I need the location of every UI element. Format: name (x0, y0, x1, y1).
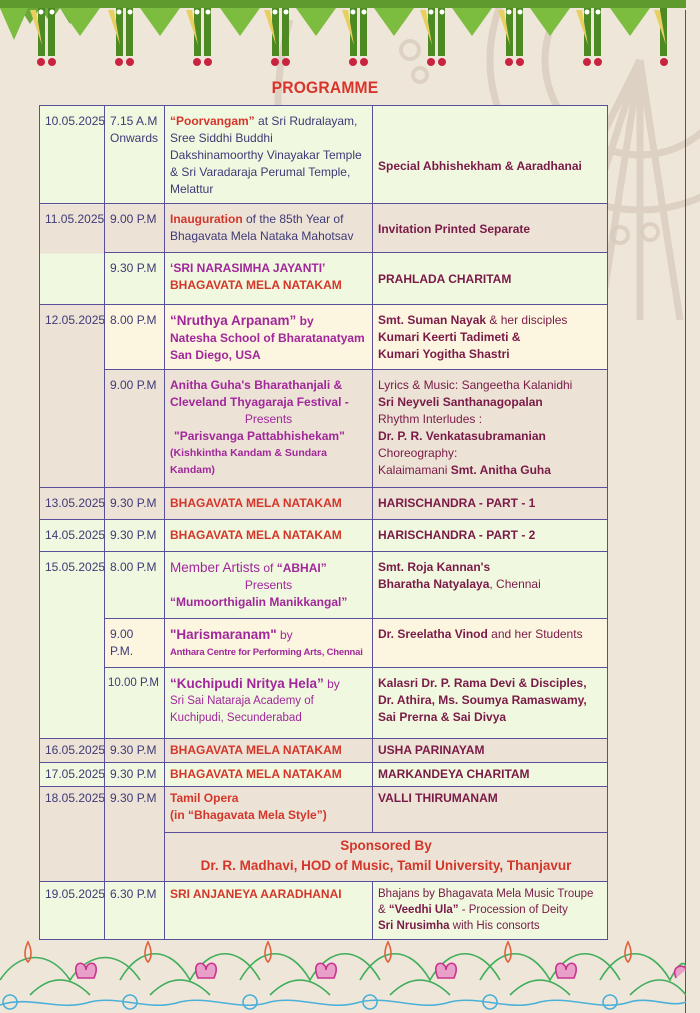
time-cell: 9.30 P.M (105, 520, 165, 552)
time-cell: 9.30 P.M (105, 488, 165, 520)
floral-border-icon (0, 940, 686, 1013)
details-cell: Kalasri Dr. P. Rama Devi & Disciples, Dr. Athira, Ms. Soumya Ramaswamy, Sai Prerna & Sai Divya (373, 668, 608, 739)
date-cell: 10.05.2025 (40, 106, 105, 204)
date-cell: 14.05.2025 (40, 520, 105, 552)
event-cell: SRI ANJANEYA AARADHANAI (165, 882, 373, 940)
event-cell: ‘SRI NARASIMHA JAYANTI’ BHAGAVATA MELA NATAKAM (165, 253, 373, 305)
date-cell: 16.05.2025 (40, 739, 105, 763)
time-cell: 9.30 P.M (105, 253, 165, 305)
time-cell: 8.00 P.M (105, 552, 165, 619)
details-cell: Bhajans by Bhagavata Mela Music Troupe & “Veedhi Ula” - Procession of Deity Sri Nrusimha with His consorts (373, 882, 608, 940)
details-cell: Lyrics & Music: Sangeetha Kalanidhi Sri Neyveli Santhanagopalan Rhythm Interludes : Dr. P. R. Venkatasubramanian Choreography: Kalaimamani Smt. Anitha Guha (373, 370, 608, 488)
programme-table (39, 105, 608, 940)
details-cell: USHA PARINAYAM (373, 739, 608, 763)
date-cell: 12.05.2025 (40, 305, 105, 488)
event-cell: “Poorvangam” at Sri Rudralayam, Sree Siddhi Buddhi Dakshinamoorthy Vinayakar Temple & Sri Varadaraja Perumal Temple, Melattur (165, 106, 373, 204)
details-cell: Dr. Sreelatha Vinod and her Students (373, 619, 608, 668)
table-row (40, 552, 608, 619)
date-cell: 13.05.2025 (40, 488, 105, 520)
date-cell: 11.05.2025 (40, 204, 105, 305)
time-cell: 8.00 P.M (105, 305, 165, 370)
date-cell: 18.05.2025 (40, 787, 105, 882)
time-cell: 9.00 P.M. (105, 619, 165, 668)
details-cell: Special Abhishekham & Aaradhanai (373, 106, 608, 204)
details-cell: Smt. Suman Nayak & her disciples Kumari Keerti Tadimeti & Kumari Yogitha Shastri (373, 305, 608, 370)
table-row (40, 253, 608, 305)
event-cell: Tamil Opera (in “Bhagavata Mela Style”) (165, 787, 373, 833)
event-cell: BHAGAVATA MELA NATAKAM (165, 739, 373, 763)
date-cell: 15.05.2025 (40, 552, 105, 739)
time-cell: 6.30 P.M (105, 882, 165, 940)
sponsor-cell: Sponsored By Dr. R. Madhavi, HOD of Music, Tamil University, Thanjavur (165, 833, 608, 882)
details-cell: VALLI THIRUMANAM (373, 787, 608, 833)
time-cell: 9.30 P.M (105, 739, 165, 763)
event-cell: “Kuchipudi Nritya Hela” by Sri Sai Nataraja Academy of Kuchipudi, Secunderabad (165, 668, 373, 739)
date-cell: 19.05.2025 (40, 882, 105, 940)
table-row (40, 619, 608, 668)
table-row (40, 488, 608, 520)
table-row (40, 787, 608, 833)
event-cell: BHAGAVATA MELA NATAKAM (165, 763, 373, 787)
table-row (40, 520, 608, 552)
event-cell: Member Artists of “ABHAI” Presents “Mumoorthigalin Manikkangal” (165, 552, 373, 619)
table-row (40, 370, 608, 488)
event-cell: Inauguration of the 85th Year of Bhagavata Mela Nataka Mahotsav (165, 204, 373, 253)
details-cell: Invitation Printed Separate (373, 204, 608, 253)
time-cell: 9.00 P.M (105, 370, 165, 488)
details-cell: PRAHLADA CHARITAM (373, 253, 608, 305)
table-row (40, 305, 608, 370)
mango-leaf-garland-icon (0, 0, 686, 72)
page-edge-line (685, 10, 686, 1013)
page-title: PROGRAMME (271, 78, 379, 97)
table-row (40, 106, 608, 204)
time-cell: 7.15 A.M Onwards (105, 106, 165, 204)
table-row (40, 882, 608, 940)
details-cell: Smt. Roja Kannan's Bharatha Natyalaya, Chennai (373, 552, 608, 619)
event-cell: "Harismaranam" by Anthara Centre for Performing Arts, Chennai (165, 619, 373, 668)
event-cell: Anitha Guha's Bharathanjali & Cleveland Thyagaraja Festival - Presents "Parisvanga Pattabhishekam" (Kishkintha Kandam & Sundara Kandam) (165, 370, 373, 488)
details-cell: HARISCHANDRA - PART - 1 (373, 488, 608, 520)
table-row (40, 739, 608, 763)
table-row (40, 668, 608, 739)
event-cell: BHAGAVATA MELA NATAKAM (165, 520, 373, 552)
time-cell: 10.00 P.M (105, 668, 165, 739)
table-row (40, 204, 608, 253)
date-cell: 17.05.2025 (40, 763, 105, 787)
table-row (40, 763, 608, 787)
details-cell: HARISCHANDRA - PART - 2 (373, 520, 608, 552)
details-cell: MARKANDEYA CHARITAM (373, 763, 608, 787)
time-cell: 9.30 P.M (105, 763, 165, 787)
time-cell: 9.30 P.M (105, 787, 165, 882)
event-cell: “Nruthya Arpanam” by Natesha School of Bharatanatyam San Diego, USA (165, 305, 373, 370)
time-cell: 9.00 P.M (105, 204, 165, 253)
event-cell: BHAGAVATA MELA NATAKAM (165, 488, 373, 520)
